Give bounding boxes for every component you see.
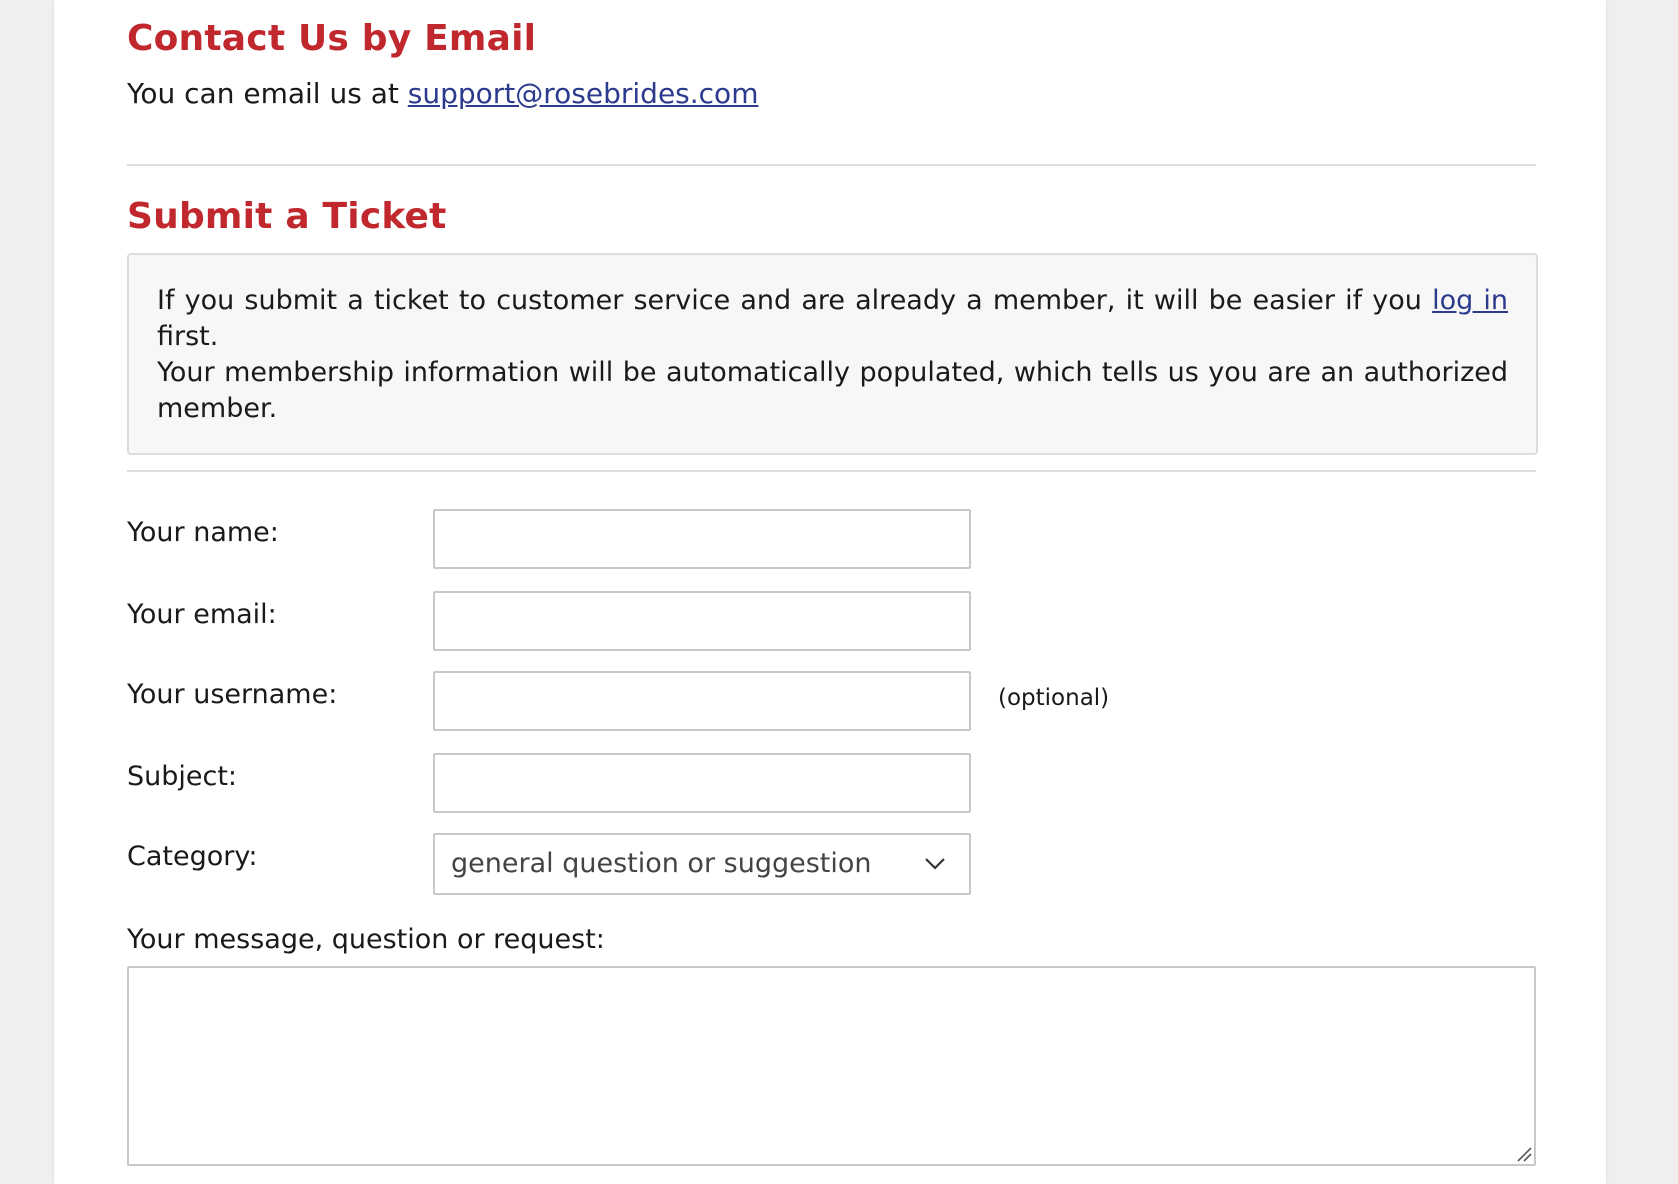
notice-line-2: Your membership information will be automatically populated, which tells us you are an authorized member. [157, 357, 1508, 424]
resize-handle-icon[interactable] [1514, 1144, 1532, 1162]
subject-input[interactable] [433, 753, 971, 813]
message-textarea[interactable] [127, 966, 1536, 1166]
member-notice [127, 253, 1538, 455]
email-row [127, 591, 1536, 655]
ticket-heading: Submit a Ticket [127, 196, 447, 237]
username-label: Your username: [127, 679, 338, 710]
optional-hint: (optional) [998, 685, 1110, 711]
login-link[interactable]: log in [1432, 285, 1509, 316]
contact-heading: Contact Us by Email [127, 18, 537, 59]
category-select[interactable] [433, 833, 971, 895]
email-input[interactable] [433, 591, 971, 651]
name-row [127, 509, 1536, 573]
notice-line-1: If you submit a ticket to customer service and are already a member, it will be easier if you log in first. [157, 285, 1509, 352]
chevron-down-icon [923, 851, 947, 875]
username-row [127, 671, 1536, 735]
page-card [54, 0, 1606, 1184]
form-divider [127, 470, 1536, 472]
subject-row [127, 753, 1536, 817]
email-intro: You can email us at [127, 77, 408, 110]
name-input[interactable] [433, 509, 971, 569]
subject-label: Subject: [127, 761, 238, 792]
section-divider [127, 164, 1536, 166]
email-label: Your email: [127, 599, 277, 630]
category-selected-value: general question or suggestion [451, 848, 872, 879]
message-label: Your message, question or request: [127, 924, 605, 955]
email-line [127, 76, 758, 112]
category-label: Category: [127, 841, 258, 872]
name-label: Your name: [127, 517, 279, 548]
username-input[interactable] [433, 671, 971, 731]
support-email-link[interactable]: support@rosebrides.com [407, 77, 759, 110]
category-row [127, 833, 1536, 897]
